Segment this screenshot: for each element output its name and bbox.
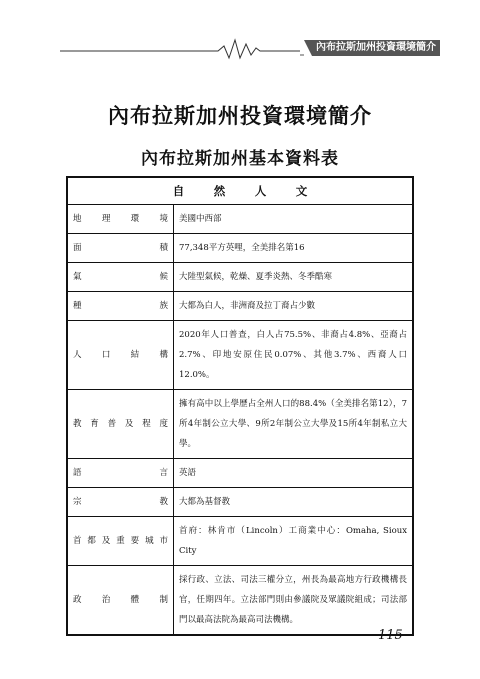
row-value: 英語 — [174, 459, 414, 488]
basic-info-table — [66, 176, 414, 636]
row-label: 面積 — [67, 234, 174, 263]
row-value: 採行政、立法、司法三權分立，州長為最高地方行政機構長官，任期四年。立法部門則由參議院及眾議院組成；司法部門以最高法院為最高司法機構。 — [174, 566, 414, 636]
row-label: 政治體制 — [67, 566, 174, 636]
table-row — [67, 566, 413, 636]
row-label: 人口結構 — [67, 321, 174, 390]
table-header-row — [67, 177, 413, 205]
row-label: 語言 — [67, 459, 174, 488]
row-value: 大都為基督教 — [174, 488, 414, 517]
row-value: 美國中西部 — [174, 205, 414, 234]
header-tab: 內布拉斯加州投資環境簡介 — [304, 40, 440, 56]
row-value: 2020年人口普查，白人占75.5%、非裔占4.8%、亞裔占2.7%、印地安原住民0.07%、其他3.7%、西裔人口12.0%。 — [174, 321, 414, 390]
table-row — [67, 234, 413, 263]
row-value: 大都為白人，非洲裔及拉丁裔占少數 — [174, 292, 414, 321]
row-label: 首都及重要城市 — [67, 517, 174, 566]
row-label: 種族 — [67, 292, 174, 321]
row-value: 大陸型氣候，乾燥、夏季炎熱、冬季酷寒 — [174, 263, 414, 292]
table-row — [67, 321, 413, 390]
page-number: 115 — [378, 628, 403, 643]
row-value: 77,348平方英哩，全美排名第16 — [174, 234, 414, 263]
row-label: 宗教 — [67, 488, 174, 517]
table-row — [67, 459, 413, 488]
row-label: 氣候 — [67, 263, 174, 292]
table-row — [67, 517, 413, 566]
running-header — [0, 0, 480, 70]
document-subtitle: 內布拉斯加州基本資料表 — [141, 149, 339, 169]
table-row — [67, 488, 413, 517]
section-heading: 自 然 人 文 — [67, 177, 413, 205]
row-label: 教育普及程度 — [67, 390, 174, 459]
header-pulse-line — [0, 0, 480, 70]
table-row — [67, 263, 413, 292]
row-value: 首府：林肯市（Lincoln）工商業中心：Omaha, Sioux City — [174, 517, 414, 566]
row-value: 擁有高中以上學歷占全州人口的88.4%（全美排名第12），7所4年制公立大學、9所2年制公立大學及15所4年制私立大學。 — [174, 390, 414, 459]
table-row — [67, 292, 413, 321]
document-title: 內布拉斯加州投資環境簡介 — [108, 104, 372, 128]
table-row — [67, 390, 413, 459]
row-label: 地理環境 — [67, 205, 174, 234]
table-row — [67, 205, 413, 234]
